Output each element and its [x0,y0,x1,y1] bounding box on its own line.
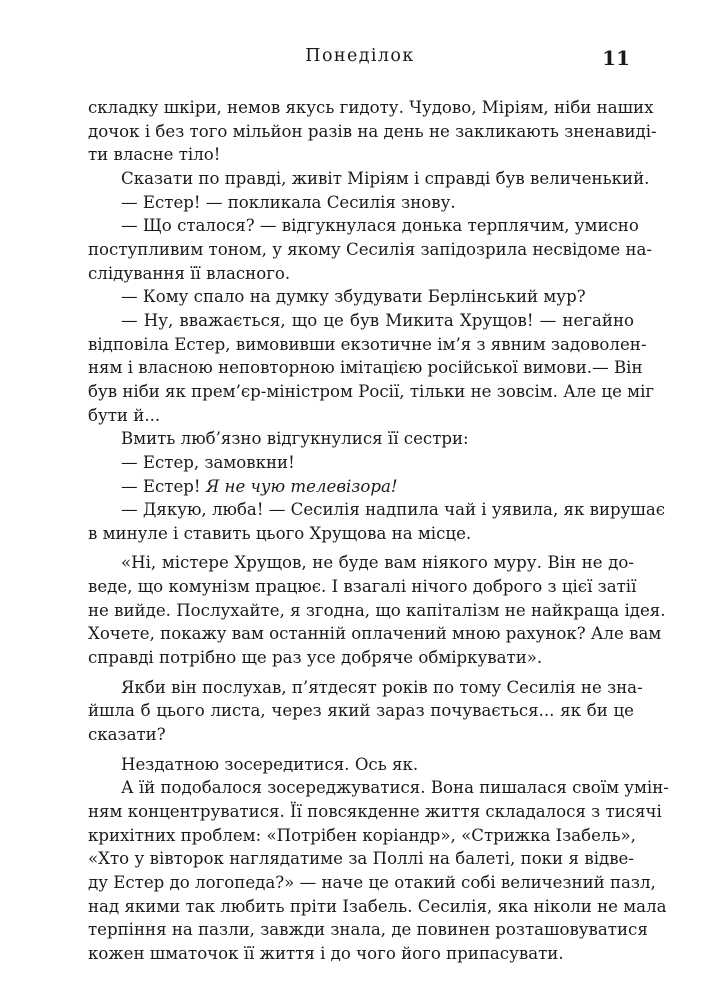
text-line: — Естер! — покликала Сесилія знову. [121,192,456,212]
text-line: «Ні, містере Хрущов, не буде вам ніякого муру. Він не до- [121,553,634,573]
text-line: складку шкіри, немов якусь гидоту. Чудово, Міріям, ніби наших [88,98,654,117]
text-line: «Хто у вівторок наглядатиме за Поллі на балеті, поки я відве- [88,849,634,869]
text-line: — Ну, вважається, що це був Микита Хрущов! — негайно [121,310,634,330]
text-line: бути й... [88,405,161,425]
page-number: 11 [602,46,630,70]
text-line: терпіння на пазли, завжди знала, де повинен розташовуватися [88,920,648,940]
text-line: Сказати по правді, живіт Міріям і справді був величенький. [121,168,650,188]
text-line: — Естер, замовкни! [121,452,295,472]
text-line: Вмить люб’язно відгукнулися її сестри: [121,429,469,449]
text-line: дочок і без того мільйон разів на день не закликають зненавиді- [88,121,657,141]
text-line: був ніби як прем’єр-міністром Росії, тільки не зовсім. Але це міг [88,381,655,401]
text-line: Хочете, покажу вам останній оплачений мною рахунок? Але вам [88,624,662,644]
text-line [88,475,634,499]
text-line: ням концентруватися. Її повсякденне життя складалося з тисячі [88,802,662,822]
text-line: кожен шматочок її життя і до чого його припасувати. [88,943,564,963]
text-line: ти власне тіло! [88,145,221,165]
text-line: Нездатною зосередитися. Ось як. [121,754,419,774]
text-line: крихітних проблем: «Потрібен коріандр», «Стрижка Ізабель», [88,825,636,845]
text-line: слідування її власного. [88,263,291,283]
text-line: відповіла Естер, вимовивши екзотичне ім’я з явним задоволен- [88,334,647,354]
text-line: не вийде. Послухайте, я згодна, що капіталізм не найкраща ідея. [88,600,666,620]
text-line: Якби він послухав, п’ятдесят років по тому Сесилія не зна- [121,677,643,697]
text-line: — Що сталося? — відгукнулася донька терплячим, умисно [121,216,639,236]
text-line: — Кому спало на думку збудувати Берлінський мур? [121,287,586,307]
text-line: справді потрібно ще раз усе добряче обміркувати». [88,648,543,668]
text-line: поступливим тоном, у якому Сесилія запідозрила несвідоме на- [88,239,653,259]
running-head [0,46,720,76]
body-text [88,96,669,966]
text-line: йшла б цього листа, через який зараз почувається... як би це [88,701,634,721]
text-line-start: — Естер! [121,476,206,496]
text-line: ням і власною неповторною імітацією російської вимови.— Він [88,358,643,378]
text-line: — Дякую, люба! — Сесилія надпила чай і уявила, як вирушає [121,500,666,520]
text-line: в минуле і ставить цього Хрущова на місце. [88,523,472,543]
text-line: сказати? [88,725,166,745]
text-line: А їй подобалося зосереджуватися. Вона пишалася своїм умін- [121,778,669,798]
text-line: веде, що комунізм працює. І взагалі нічого доброго з цієї затії [88,577,637,597]
text-line: ду Естер до логопеда?» — наче це отакий собі величезний пазл, [88,873,656,892]
chapter-title: Понеділок [305,46,415,66]
text-line: над якими так любить пріти Ізабель. Сесилія, яка ніколи не мала [88,896,667,916]
italic-text: Я не чую телевізора! [205,476,398,496]
